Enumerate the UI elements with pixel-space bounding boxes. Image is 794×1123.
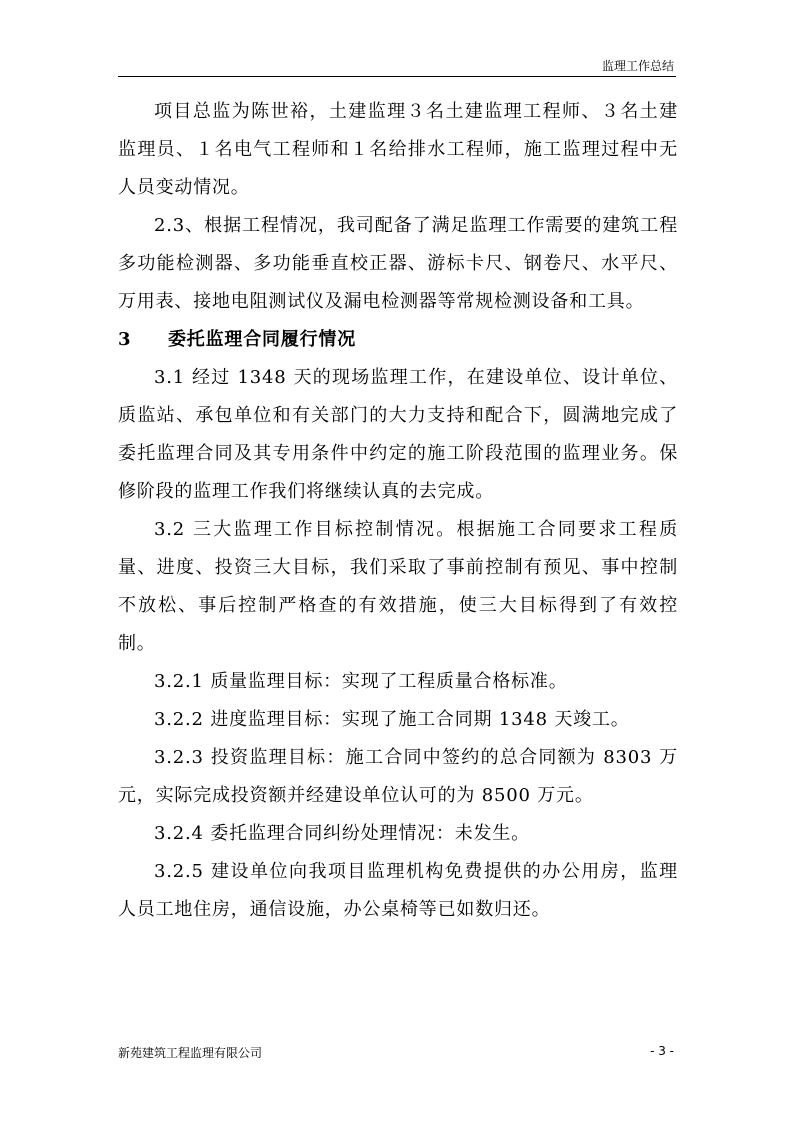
section-number: 3 bbox=[118, 329, 132, 350]
footer-company: 新苑建筑工程监理有限公司 bbox=[118, 1046, 263, 1060]
section-title: 委托监理合同履行情况 bbox=[168, 329, 356, 350]
paragraph-3-1: 3.1 经过 1348 天的现场监理工作，在建设单位、设计单位、质监站、承包单位和有关部门的大力支持和配合下，圆满地完成了委托监理合同及其专用条件中约定的施工阶段范围的监理业务。保修阶段的监理工作我们将继续认真的去完成。 bbox=[118, 367, 678, 502]
page-number: - 3 - bbox=[650, 1044, 674, 1058]
section-heading bbox=[118, 321, 678, 359]
header-divider bbox=[118, 76, 676, 77]
paragraph-3-2: 3.2 三大监理工作目标控制情况。根据施工合同要求工程质量、进度、投资三大目标，我们采取了事前控制有预见、事中控制不放松、事后控制严格查的有效措施，使三大目标得到了有效控制。 bbox=[118, 519, 678, 654]
paragraph-3-2-4: 3.2.4 委托监理合同纠纷处理情况：未发生。 bbox=[154, 823, 530, 844]
paragraph-staffing: 项目总监为陈世裕，土建监理３名土建监理工程师、３名土建监理员、１名电气工程师和１名给排水工程师，施工监理过程中无人员变动情况。 bbox=[118, 101, 678, 198]
body-content bbox=[118, 93, 678, 929]
paragraph-3-2-3: 3.2.3 投资监理目标：施工合同中签约的总合同额为 8303 万元，实际完成投资额并经建设单位认可的为 8500 万元。 bbox=[118, 747, 678, 806]
paragraph-3-2-2: 3.2.2 进度监理目标：实现了施工合同期 1348 天竣工。 bbox=[154, 709, 630, 730]
paragraph-3-2-1: 3.2.1 质量监理目标：实现了工程质量合格标准。 bbox=[154, 671, 568, 692]
paragraph-3-2-5: 3.2.5 建设单位向我项目监理机构免费提供的办公用房，监理人员工地住房，通信设施，办公桌椅等已如数归还。 bbox=[118, 861, 678, 920]
header-title: 监理工作总结 bbox=[601, 59, 674, 73]
paragraph-equipment: 2.3、根据工程情况，我司配备了满足监理工作需要的建筑工程多功能检测器、多功能垂直校正器、游标卡尺、钢卷尺、水平尺、万用表、接地电阻测试仪及漏电检测器等常规检测设备和工具。 bbox=[118, 215, 678, 312]
